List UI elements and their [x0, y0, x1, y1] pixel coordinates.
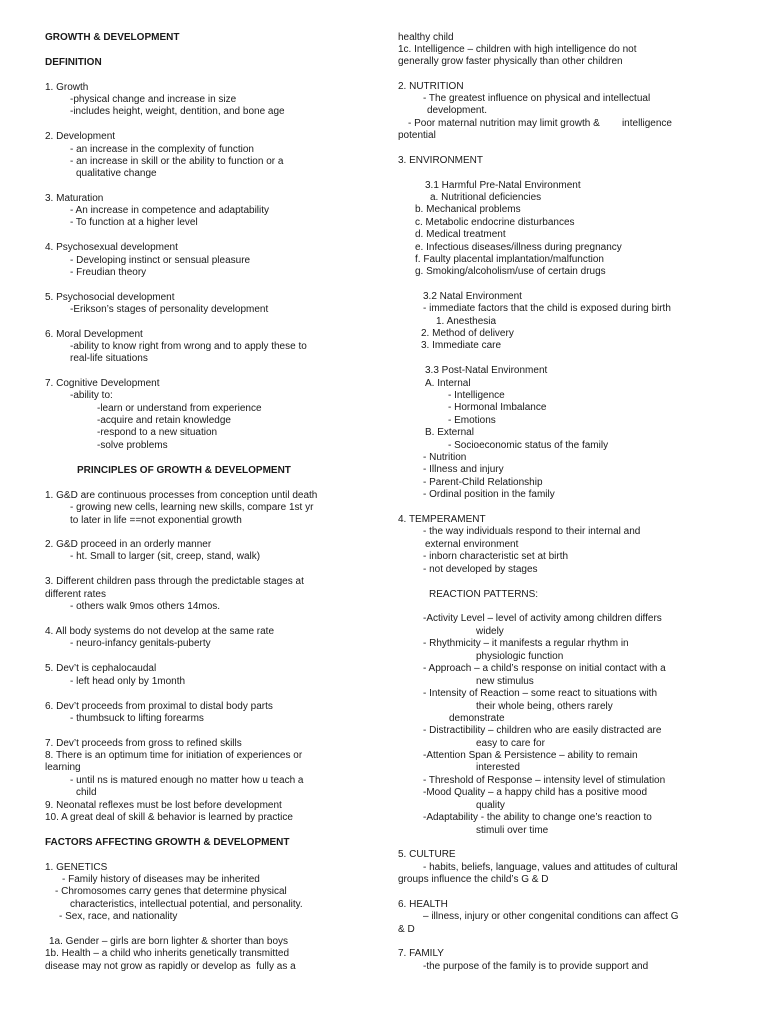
text-line: - Emotions: [448, 415, 496, 426]
text-line: - Parent-Child Relationship: [423, 477, 543, 488]
text-line: -physical change and increase in size: [70, 94, 237, 105]
text-line: - Approach – a child’s response on initial contact with a: [423, 663, 666, 674]
text-line: 6. Moral Development: [45, 329, 143, 340]
text-line: - neuro-infancy genitals-puberty: [70, 638, 211, 649]
text-line: 9. Neonatal reflexes must be lost before development: [45, 800, 282, 811]
text-line: 3. Maturation: [45, 193, 104, 204]
text-line: - immediate factors that the child is exposed during birth: [423, 303, 671, 314]
text-line: f. Faulty placental implantation/malfunction: [415, 254, 604, 265]
text-line: - Chromosomes carry genes that determine physical: [55, 886, 287, 897]
text-line: - Intelligence: [448, 390, 505, 401]
text-line: characteristics, intellectual potential, and personality.: [70, 899, 303, 910]
text-line: 3. Different children pass through the predictable stages at: [45, 576, 304, 587]
text-line: external environment: [425, 539, 519, 550]
text-line: - Illness and injury: [423, 464, 504, 475]
text-line: 4. TEMPERAMENT: [398, 514, 486, 525]
text-line: e. Infectious diseases/illness during pregnancy: [415, 242, 622, 253]
text-line: easy to care for: [476, 738, 545, 749]
text-line: 7. Dev’t proceeds from gross to refined skills: [45, 738, 242, 749]
text-line: - left head only by 1month: [70, 676, 186, 687]
text-line: - Nutrition: [423, 452, 467, 463]
text-line: - the way individuals respond to their internal and: [423, 526, 641, 537]
text-line: 8. There is an optimum time for initiation of experiences or: [45, 750, 303, 761]
text-line: 5. Psychosocial development: [45, 292, 175, 303]
text-line: - Hormonal Imbalance: [448, 402, 547, 413]
text-line: - To function at a higher level: [70, 217, 198, 228]
text-line: - Freudian theory: [70, 267, 147, 278]
text-line: 2. Method of delivery: [421, 328, 514, 339]
text-line: groups influence the child’s G & D: [398, 874, 549, 885]
text-line: development.: [427, 105, 488, 116]
text-line: - Poor maternal nutrition may limit growth & intelligence: [408, 118, 672, 129]
text-line: new stimulus: [476, 676, 534, 687]
text-line: -ability to know right from wrong and to apply these to: [70, 341, 307, 352]
text-line: - Ordinal position in the family: [423, 489, 555, 500]
text-line: -Mood Quality – a happy child has a positive mood: [423, 787, 648, 798]
text-line: their whole being, others rarely: [476, 701, 613, 712]
text-line: - Family history of diseases may be inherited: [62, 874, 260, 885]
text-line: 3.1 Harmful Pre-Natal Environment: [425, 180, 581, 191]
text-line: 2. Development: [45, 131, 116, 142]
text-line: 1. GENETICS: [45, 862, 108, 873]
text-line: learning: [45, 762, 81, 773]
text-line: - inborn characteristic set at birth: [423, 551, 569, 562]
text-line: - others walk 9mos others 14mos.: [70, 601, 221, 612]
text-line: -Attention Span & Persistence – ability to remain: [423, 750, 638, 761]
text-line: potential: [398, 130, 436, 141]
text-line: -ability to:: [70, 390, 113, 401]
text-line: -learn or understand from experience: [97, 403, 262, 414]
text-line: 5. CULTURE: [398, 849, 456, 860]
text-line: to later in life ==not exponential growth: [70, 515, 242, 526]
text-line: -includes height, weight, dentition, and bone age: [70, 106, 285, 117]
text-line: 5. Dev’t is cephalocaudal: [45, 663, 157, 674]
text-line: b. Mechanical problems: [415, 204, 521, 215]
text-line: different rates: [45, 589, 106, 600]
text-line: generally grow faster physically than other children: [398, 56, 623, 67]
text-line: widely: [476, 626, 504, 637]
text-line: 1c. Intelligence – children with high intelligence do not: [398, 44, 637, 55]
text-line: 1b. Health – a child who inherits genetically transmitted: [45, 948, 290, 959]
text-line: 4. All body systems do not develop at the same rate: [45, 626, 275, 637]
text-line: disease may not grow as rapidly or develop as fully as a: [45, 961, 296, 972]
text-line: child: [76, 787, 97, 798]
text-line: 6. HEALTH: [398, 899, 448, 910]
text-line: 7. Cognitive Development: [45, 378, 160, 389]
text-line: B. External: [425, 427, 474, 438]
text-line: 2. G&D proceed in an orderly manner: [45, 539, 212, 550]
text-line: 1a. Gender – girls are born lighter & shorter than boys: [49, 936, 289, 947]
text-line: - Sex, race, and nationality: [59, 911, 178, 922]
text-line: -the purpose of the family is to provide support and: [423, 961, 649, 972]
text-line: A. Internal: [425, 378, 471, 389]
text-line: demonstrate: [449, 713, 505, 724]
text-line: 3.3 Post-Natal Environment: [425, 365, 548, 376]
text-line: interested: [476, 762, 520, 773]
text-line: quality: [476, 800, 505, 811]
text-line: a. Nutritional deficiencies: [430, 192, 542, 203]
text-line: 3. ENVIRONMENT: [398, 155, 484, 166]
text-line: - The greatest influence on physical and intellectual: [423, 93, 651, 104]
text-line: - Threshold of Response – intensity level of stimulation: [423, 775, 666, 786]
text-line: - Intensity of Reaction – some react to situations with: [423, 688, 657, 699]
section-heading: DEFINITION: [45, 57, 102, 68]
text-line: - An increase in competence and adaptability: [70, 205, 270, 216]
text-line: -Adaptability - the ability to change one’s reaction to: [423, 812, 652, 823]
text-line: - ht. Small to larger (sit, creep, stand, walk): [70, 551, 261, 562]
text-line: 2. NUTRITION: [398, 81, 464, 92]
text-line: - Distractibility – children who are easily distracted are: [423, 725, 662, 736]
text-line: -Activity Level – level of activity among children differs: [423, 613, 662, 624]
text-line: - habits, beliefs, language, values and attitudes of cultural: [423, 862, 678, 873]
section-heading: GROWTH & DEVELOPMENT: [45, 32, 180, 43]
section-heading: FACTORS AFFECTING GROWTH & DEVELOPMENT: [45, 837, 290, 848]
text-line: g. Smoking/alcoholism/use of certain drugs: [415, 266, 606, 277]
text-line: 1. G&D are continuous processes from conception until death: [45, 490, 318, 501]
section-heading: PRINCIPLES OF GROWTH & DEVELOPMENT: [77, 465, 291, 476]
text-line: stimuli over time: [476, 825, 549, 836]
text-line: 7. FAMILY: [398, 948, 444, 959]
text-line: - thumbsuck to lifting forearms: [70, 713, 204, 724]
text-line: 4. Psychosexual development: [45, 242, 178, 253]
text-line: - Rhythmicity – it manifests a regular rhythm in: [423, 638, 629, 649]
text-line: real-life situations: [70, 353, 148, 364]
text-line: 1. Growth: [45, 82, 89, 93]
text-line: REACTION PATTERNS:: [429, 589, 539, 600]
text-line: -Erikson’s stages of personality development: [70, 304, 269, 315]
text-line: - until ns is matured enough no matter how u teach a: [70, 775, 304, 786]
text-line: - Socioeconomic status of the family: [448, 440, 609, 451]
text-line: 1. Anesthesia: [436, 316, 497, 327]
text-line: 10. A great deal of skill & behavior is learned by practice: [45, 812, 293, 823]
text-line: 6. Dev’t proceeds from proximal to distal body parts: [45, 701, 273, 712]
text-line: qualitative change: [76, 168, 157, 179]
text-line: – illness, injury or other congenital conditions can affect G: [423, 911, 679, 922]
text-line: - growing new cells, learning new skills, compare 1st yr: [70, 502, 314, 513]
text-line: physiologic function: [476, 651, 564, 662]
text-line: - an increase in the complexity of function: [70, 144, 254, 155]
text-line: -respond to a new situation: [97, 427, 218, 438]
text-line: -solve problems: [97, 440, 168, 451]
text-line: -acquire and retain knowledge: [97, 415, 231, 426]
text-line: 3.2 Natal Environment: [423, 291, 522, 302]
text-line: - Developing instinct or sensual pleasure: [70, 255, 251, 266]
text-line: d. Medical treatment: [415, 229, 506, 240]
text-line: - an increase in skill or the ability to function or a: [70, 156, 284, 167]
text-line: c. Metabolic endocrine disturbances: [415, 217, 575, 228]
text-line: 3. Immediate care: [421, 340, 502, 351]
text-line: healthy child: [398, 32, 454, 43]
text-line: - not developed by stages: [423, 564, 538, 575]
text-line: & D: [398, 924, 415, 935]
